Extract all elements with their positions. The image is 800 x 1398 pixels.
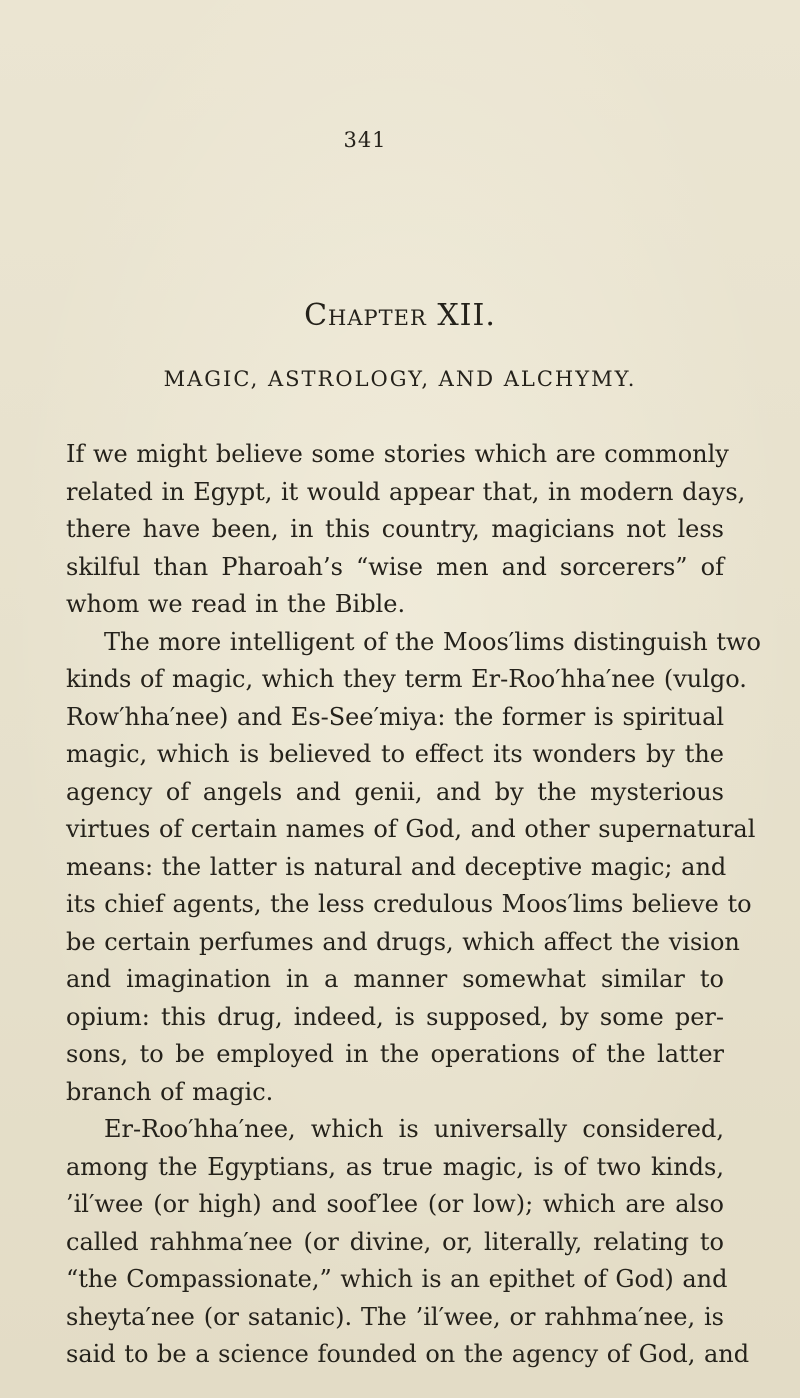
paragraph-2 — [66, 624, 761, 1112]
paragraph-3 — [66, 1111, 750, 1374]
page-number: 341 — [343, 128, 387, 152]
text-line: virtues of certain names of God, and other supernatural — [66, 815, 756, 843]
text-line: be certain perfumes and drugs, which affect the vision — [66, 927, 740, 956]
text-line: sons, to be employed in the operations of the latter — [66, 1040, 724, 1068]
text-line: Er-Roo′hha′nee, which is universally considered, — [104, 1115, 724, 1143]
text-line: there have been, in this country, magicians not less — [66, 515, 724, 543]
text-line: means: the latter is natural and deceptive magic; and — [66, 852, 727, 881]
text-line: ’il′wee (or high) and soof′lee (or low); which are also — [66, 1190, 724, 1218]
text-line: branch of magic. — [66, 1077, 274, 1106]
text-line: The more intelligent of the Moos′lims distinguish two — [104, 627, 761, 656]
text-line: skilful than Pharoah’s “wise men and sorcerers” of — [66, 552, 724, 581]
text-line: among the Egyptians, as true magic, is of two kinds, — [66, 1152, 724, 1181]
text-line: related in Egypt, it would appear that, in modern days, — [66, 477, 746, 506]
text-line: agency of angels and genii, and by the mysterious — [66, 777, 724, 806]
chapter-heading: Chapter XII. — [304, 298, 496, 333]
body-text — [66, 436, 761, 1374]
text-line: called rahhma′nee (or divine, or, literally, relating to — [66, 1227, 724, 1256]
text-line: its chief agents, the less credulous Moos′lims believe to — [66, 890, 752, 918]
text-line: If we might believe some stories which are commonly — [66, 440, 729, 468]
text-line: Row′hha′nee) and Es-See′miya: the former is spiritual — [66, 702, 725, 731]
text-line: magic, which is believed to effect its wonders by the — [66, 740, 724, 768]
text-line: and imagination in a manner somewhat similar to — [66, 965, 724, 993]
text-line: sheyta′nee (or satanic). The ’il′wee, or rahhma′nee, is — [66, 1302, 724, 1331]
text-line: “the Compassionate,” which is an epithet of God) and — [66, 1265, 728, 1293]
text-line: said to be a science founded on the agency of God, and — [66, 1340, 750, 1368]
text-line: kinds of magic, which they term Er-Roo′hha′nee (vulgo. — [66, 665, 747, 693]
text-line: whom we read in the Bible. — [66, 590, 406, 618]
text-line: opium: this drug, indeed, is supposed, by some per- — [66, 1002, 724, 1031]
chapter-title: MAGIC, ASTROLOGY, AND ALCHYMY. — [163, 367, 637, 391]
paragraph-1 — [66, 436, 746, 624]
